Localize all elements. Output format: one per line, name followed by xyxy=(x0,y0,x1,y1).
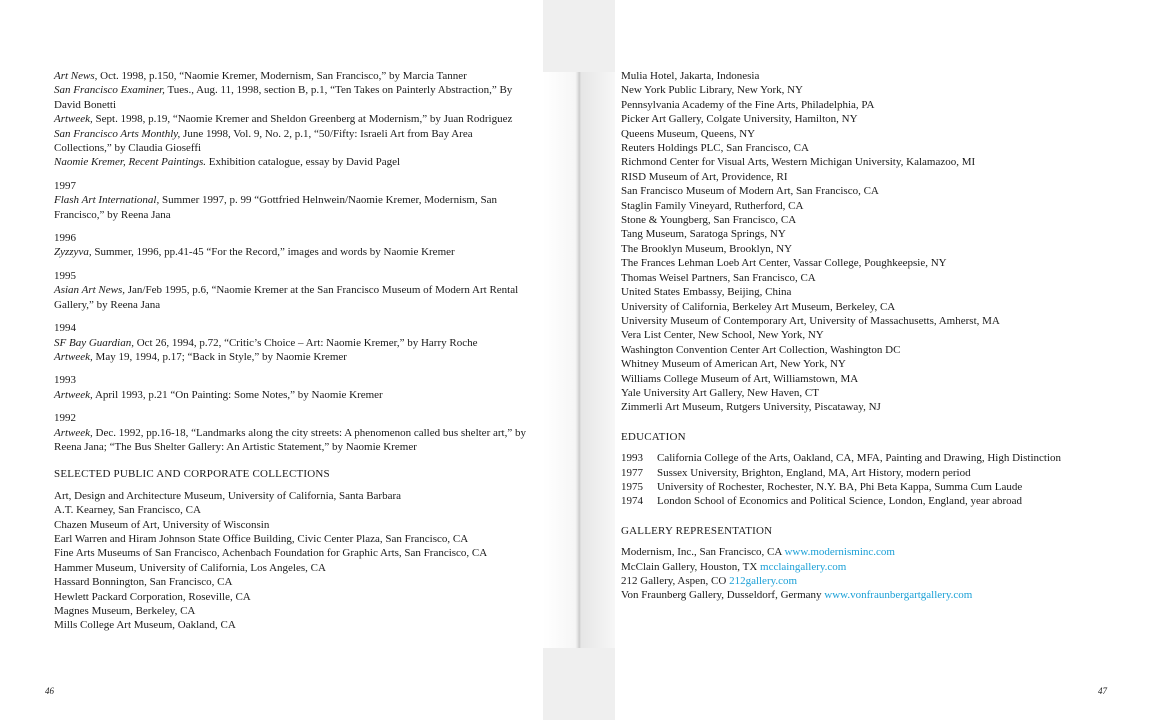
list-item: Whitney Museum of American Art, New York, NY xyxy=(621,358,846,371)
collections-list-left xyxy=(54,489,532,633)
education-row xyxy=(621,466,1121,480)
list-item: Pennsylvania Academy of the Fine Arts, Philadelphia, PA xyxy=(621,98,875,111)
bib-entry: San Francisco Arts Monthly, June 1998, Vol. 9, No. 2, p.1, “50/Fifty: Israeli Art from Bay Area Collections,” by Claudia Gioseffi xyxy=(54,127,473,155)
list-item: Zimmerli Art Museum, Rutgers University, Piscataway, NJ xyxy=(621,401,881,414)
list-item: Hassard Bonnington, San Francisco, CA xyxy=(54,576,233,589)
bib-entry: San Francisco Examiner, Tues., Aug. 11, 1998, section B, p.1, “Ten Takes on Painterly Abstraction,” By David Bonetti xyxy=(54,84,513,111)
list-item: Stone & Youngberg, San Francisco, CA xyxy=(621,214,797,227)
gallery-list xyxy=(621,545,1121,603)
bibliography-1998 xyxy=(54,69,532,170)
gallery-heading: GALLERY REPRESENTATION xyxy=(621,524,773,537)
collections-heading: SELECTED PUBLIC AND CORPORATE COLLECTIONS xyxy=(54,468,330,481)
gallery-link[interactable]: mcclaingallery.com xyxy=(760,560,847,573)
list-item: Queens Museum, Queens, NY xyxy=(621,127,756,140)
education-row xyxy=(621,494,1121,508)
year-label: 1992 xyxy=(54,412,76,425)
gallery-item: McClain Gallery, Houston, TX mcclaingallery.com xyxy=(621,560,847,573)
education-year: 1975 xyxy=(621,480,643,493)
education-detail: University of Rochester, Rochester, N.Y. BA, Phi Beta Kappa, Summa Cum Laude xyxy=(657,480,1023,493)
left-column xyxy=(54,69,532,633)
bib-entry: Art News, Oct. 1998, p.150, “Naomie Kremer, Modernism, San Francisco,” by Marcia Tanner xyxy=(54,70,467,82)
list-item: Magnes Museum, Berkeley, CA xyxy=(54,605,196,617)
bib-year-1997 xyxy=(54,179,532,222)
bib-entry: Artweek, Dec. 1992, pp.16-18, “Landmarks along the city streets: A phenomenon called bus shelter art,” by Reena Jana; “The Bus Shelter Gallery: An Artistic Statement,” by Naomie Kremer xyxy=(54,426,526,453)
gallery-link[interactable]: www.vonfraunbergartgallery.com xyxy=(824,589,973,602)
list-item: Earl Warren and Hiram Johnson State Office Building, Civic Center Plaza, San Francisco, CA xyxy=(54,532,469,545)
list-item: New York Public Library, New York, NY xyxy=(621,84,804,97)
year-label: 1996 xyxy=(54,232,76,245)
bib-entry: Artweek, May 19, 1994, p.17; “Back in Style,” by Naomie Kremer xyxy=(54,350,347,363)
bib-entry: SF Bay Guardian, Oct 26, 1994, p.72, “Critic’s Choice – Art: Naomie Kremer,” by Harry Roche xyxy=(54,336,478,349)
education-year: 1977 xyxy=(621,466,643,479)
list-item: Hammer Museum, University of California, Los Angeles, CA xyxy=(54,561,326,574)
list-item: Chazen Museum of Art, University of Wisconsin xyxy=(54,518,270,531)
list-item: The Brooklyn Museum, Brooklyn, NY xyxy=(621,242,793,255)
bib-entry: Artweek, April 1993, p.21 “On Painting: Some Notes,” by Naomie Kremer xyxy=(54,388,383,401)
gallery-link[interactable]: www.modernisminc.com xyxy=(784,546,895,559)
list-item: RISD Museum of Art, Providence, RI xyxy=(621,170,788,183)
education-year: 1974 xyxy=(621,495,643,508)
list-item: San Francisco Museum of Modern Art, San Francisco, CA xyxy=(621,185,879,198)
gallery-item: Modernism, Inc., San Francisco, CA www.modernisminc.com xyxy=(621,546,895,559)
list-item: Thomas Weisel Partners, San Francisco, CA xyxy=(621,271,816,284)
year-label: 1995 xyxy=(54,269,76,282)
education-detail: California College of the Arts, Oakland, CA, MFA, Painting and Drawing, High Distinction xyxy=(657,452,1061,465)
education-list xyxy=(621,451,1121,509)
bib-year-1995 xyxy=(54,269,532,312)
bib-entry: Artweek, Sept. 1998, p.19, “Naomie Kremer and Sheldon Greenberg at Modernism,” by Juan Rodriguez xyxy=(54,113,513,126)
list-item: The Frances Lehman Loeb Art Center, Vassar College, Poughkeepsie, NY xyxy=(621,257,947,270)
bib-entry: Naomie Kremer, Recent Paintings. Exhibition catalogue, essay by David Pagel xyxy=(54,156,401,169)
list-item: Hewlett Packard Corporation, Roseville, CA xyxy=(54,590,251,603)
list-item: Williams College Museum of Art, Williamstown, MA xyxy=(621,372,859,385)
bib-year-1993 xyxy=(54,373,532,402)
gallery-item: 212 Gallery, Aspen, CO 212gallery.com xyxy=(621,575,798,587)
education-row xyxy=(621,451,1121,465)
list-item: Staglin Family Vineyard, Rutherford, CA xyxy=(621,199,804,212)
list-item: Art, Design and Architecture Museum, University of California, Santa Barbara xyxy=(54,489,402,502)
list-item: Yale University Art Gallery, New Haven, CT xyxy=(621,386,819,399)
bib-year-1996 xyxy=(54,231,532,260)
education-detail: Sussex University, Brighton, England, MA, Art History, modern period xyxy=(657,466,971,479)
list-item: Fine Arts Museums of San Francisco, Achenbach Foundation for Graphic Arts, San Francisco, CA xyxy=(54,547,488,560)
education-year: 1993 xyxy=(621,452,643,465)
list-item: Vera List Center, New School, New York, NY xyxy=(621,329,824,342)
list-item: University Museum of Contemporary Art, University of Massachusetts, Amherst, MA xyxy=(621,314,1000,327)
list-item: University of California, Berkeley Art Museum, Berkeley, CA xyxy=(621,300,896,313)
collections-list-right xyxy=(621,69,1121,415)
page-number-right: 47 xyxy=(1098,686,1107,696)
list-item: Mulia Hotel, Jakarta, Indonesia xyxy=(621,70,760,82)
bib-year-1992 xyxy=(54,411,532,454)
bib-entry: Asian Art News, Jan/Feb 1995, p.6, “Naomie Kremer at the San Francisco Museum of Modern Art Rental Gallery,” by Reena Jana xyxy=(54,284,519,311)
gallery-item: Von Fraunberg Gallery, Dusseldorf, Germany www.vonfraunbergartgallery.com xyxy=(621,589,973,602)
education-detail: London School of Economics and Political Science, London, England, year abroad xyxy=(657,495,1023,508)
bib-entry: Zyzzyva, Summer, 1996, pp.41-45 “For the Record,” images and words by Naomie Kremer xyxy=(54,246,455,259)
year-label: 1993 xyxy=(54,374,76,387)
list-item: Reuters Holdings PLC, San Francisco, CA xyxy=(621,142,809,155)
right-page xyxy=(576,0,1152,720)
list-item: A.T. Kearney, San Francisco, CA xyxy=(54,504,201,517)
year-label: 1997 xyxy=(54,179,76,192)
education-heading: EDUCATION xyxy=(621,430,686,443)
bib-year-1994 xyxy=(54,321,532,364)
education-row xyxy=(621,480,1121,494)
year-label: 1994 xyxy=(54,322,76,335)
list-item: Richmond Center for Visual Arts, Western Michigan University, Kalamazoo, MI xyxy=(621,156,976,169)
list-item: Mills College Art Museum, Oakland, CA xyxy=(54,619,236,632)
bib-entry: Flash Art International, Summer 1997, p. 99 “Gottfried Helnwein/Naomie Kremer, Modernism, San Francisco,” by Reena Jana xyxy=(54,194,497,221)
right-column xyxy=(621,69,1121,603)
list-item: Washington Convention Center Art Collection, Washington DC xyxy=(621,343,901,356)
list-item: Picker Art Gallery, Colgate University, Hamilton, NY xyxy=(621,113,858,126)
list-item: Tang Museum, Saratoga Springs, NY xyxy=(621,228,786,241)
page-number-left: 46 xyxy=(45,686,54,696)
list-item: United States Embassy, Beijing, China xyxy=(621,286,792,299)
gallery-link[interactable]: 212gallery.com xyxy=(729,575,798,587)
